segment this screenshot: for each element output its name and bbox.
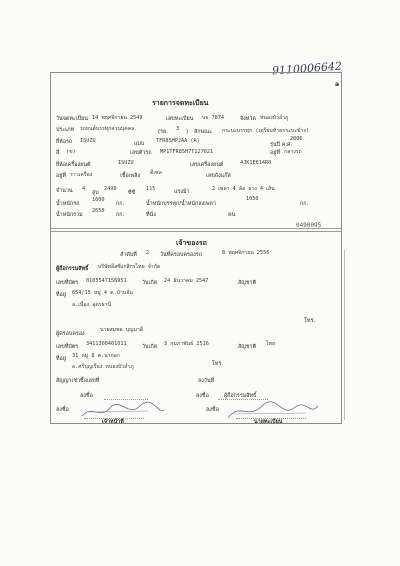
year-value: 2006: [290, 136, 303, 142]
dob2-value: 3 กุมภาพันธ์ 2516: [164, 341, 209, 347]
user-label: ผู้ครอบครอง: [56, 331, 85, 337]
address-line-2: อ.เมือง อุดรธานี: [72, 302, 112, 308]
holder-sign-label: ผู้ถือกรรมสิทธิ์: [224, 393, 257, 399]
brand-label: ยี่ห้อรถ: [56, 139, 73, 145]
model-value: TFR85HPJAA (A): [156, 138, 200, 144]
edge-mark: [344, 250, 345, 420]
address-line-1: 654/15 หมู่ 4 ต.บ้านจั่น: [72, 290, 133, 296]
cylinder-value: 4: [82, 186, 86, 192]
cylinder-label: จำนวน: [56, 188, 73, 194]
nationality-label: สัญชาติ: [238, 280, 257, 286]
fuel-label: เชื้อเพลิง: [120, 173, 141, 179]
document-number: 9110006642: [271, 59, 343, 78]
reg-date-value: 14 พฤศจิกายน 2549: [92, 115, 143, 121]
load-unit: กก.: [300, 201, 309, 207]
serial-strip: 0490095: [296, 222, 322, 229]
officer-title-line: [84, 418, 144, 419]
seat-unit: คน: [228, 212, 236, 218]
sign4-prefix: ลงชื่อ: [196, 393, 209, 399]
tank-label: เลขถังแก๊ส: [206, 173, 231, 179]
officer-sign-prefix: ลงชื่อ: [56, 407, 69, 413]
dob-label: วันเกิด: [142, 280, 158, 286]
gross-label: น้ำหนักรวม: [56, 212, 83, 218]
engine-at-value: ราวเครื่อง: [70, 172, 93, 178]
load-label: น้ำหนักบรรทุก/น้ำหนักลงเพลา: [146, 201, 216, 207]
gross-unit: กก.: [116, 212, 125, 218]
section-divider-2: [50, 231, 342, 232]
weight-label: น้ำหนักรถ: [56, 201, 80, 207]
holder-label: ผู้ถือกรรมสิทธิ์: [56, 266, 89, 272]
hp-unit: แรงม้า: [174, 189, 190, 195]
rn-value: 3: [176, 126, 180, 132]
brand-value: ISUZU: [80, 138, 96, 144]
type-value: รถยนต์บรรทุกส่วนบุคคล: [80, 126, 135, 132]
reg-date-label: วันจดทะเบียน: [56, 116, 88, 122]
cc-unit: ซีซี: [128, 190, 136, 196]
holder-value: บริษัทลีสซิ่งกสิกรไทย จำกัด: [98, 264, 161, 270]
engine-brand-value: ISUZU: [118, 160, 134, 166]
possess-label: วันที่ครอบครองรถ: [160, 252, 202, 258]
weight-unit: กก.: [116, 201, 125, 207]
rn-close: ): [186, 129, 189, 135]
feature-label: ลักษณะ: [194, 129, 213, 135]
contract-label: สัญญาเช่าซื้อเลขที่: [56, 378, 100, 384]
tel-label: โทร.: [304, 318, 316, 324]
feature-value: กระบะบรรทุก (เตรียมท้ายกระบะข้าง): [222, 128, 310, 134]
address2-line-2: อ.ศรีบุญเรือง หนองบัวลำภู: [72, 364, 134, 370]
dob-value: 24 ธันวาคม 2547: [164, 278, 209, 284]
gross-value: 2650: [92, 208, 105, 214]
user-value: นายสมพอ บุญมาดี: [100, 327, 144, 333]
color-value: (ข): [66, 149, 76, 155]
seq-value: 2: [146, 250, 150, 256]
holder-sign-prefix: ลงชื่อ: [80, 393, 93, 399]
cc-value: 2499: [104, 186, 117, 192]
card2-value: 3411300401011: [86, 341, 127, 347]
plate-value: บจ 7874: [202, 115, 224, 121]
year-label: รุ่นปี ค.ศ.: [270, 142, 293, 148]
dob2-label: วันเกิด: [142, 344, 158, 350]
chassis-value: MP1TFR85H7T127021: [160, 149, 214, 155]
nationality2-label: สัญชาติ: [238, 344, 257, 350]
cylinder-unit: สูบ: [92, 190, 99, 196]
hp-value: 115: [146, 186, 156, 192]
contract-date-label: ลงวันที่: [198, 378, 215, 384]
at-value: กลางรถ: [284, 149, 302, 155]
corner-mark: a: [335, 81, 340, 88]
address2-label: ที่อยู่: [56, 356, 66, 362]
tel2-label: โทร.: [212, 361, 224, 367]
color-label: สี: [56, 150, 60, 156]
type-label: ประเภท: [56, 127, 75, 133]
seq-label: ลำดับที่: [120, 252, 137, 258]
address2-line-1: 31 หมู่ 8 ต.นากอก: [72, 353, 120, 359]
weight-value: 1600: [92, 197, 105, 203]
engine-no-value: 4JK1E614R0: [240, 160, 272, 166]
province-label: จังหวัด: [240, 116, 256, 122]
at-label: อยู่ที่: [270, 150, 280, 156]
axle-value: 2 เพลา 4 ล้อ ยาง 4 เส้น: [212, 186, 275, 192]
registrar-title: นายทะเบียน: [254, 419, 283, 425]
officer-title: เจ้าหน้าที่: [102, 419, 124, 425]
engine-brand-label: ยี่ห้อเครื่องยนต์: [56, 162, 91, 168]
seat-label: ที่นั่ง: [146, 212, 156, 218]
plate-label: เลขทะเบียน: [166, 116, 194, 122]
province-value: หนองบัวลำภู: [260, 115, 289, 121]
card2-label: เลขที่บัตร: [56, 344, 79, 350]
engine-at-label: อยู่ที่: [56, 173, 66, 179]
engine-no-label: เลขเครื่องยนต์: [190, 162, 224, 168]
possess-value: 8 พฤศจิกายน 2556: [222, 250, 270, 256]
load-value: 1050: [246, 196, 259, 202]
fuel-value: ดีเซล: [150, 170, 162, 176]
rn-label: (รย.: [158, 129, 168, 135]
address-label: ที่อยู่: [56, 292, 66, 298]
owner-title: เจ้าของรถ: [176, 239, 207, 247]
nationality2-value: ไทย: [266, 341, 276, 347]
registrar-sign-prefix: ลงชื่อ: [206, 407, 219, 413]
registrar-title-line: [236, 418, 306, 419]
chassis-label: เลขตัวรถ: [130, 150, 152, 156]
card-value: 0105547156951: [86, 278, 127, 284]
card-label: เลขที่บัตร: [56, 280, 79, 286]
registration-title: รายการจดทะเบียน: [152, 99, 209, 107]
model-label: แบบ: [134, 141, 145, 147]
